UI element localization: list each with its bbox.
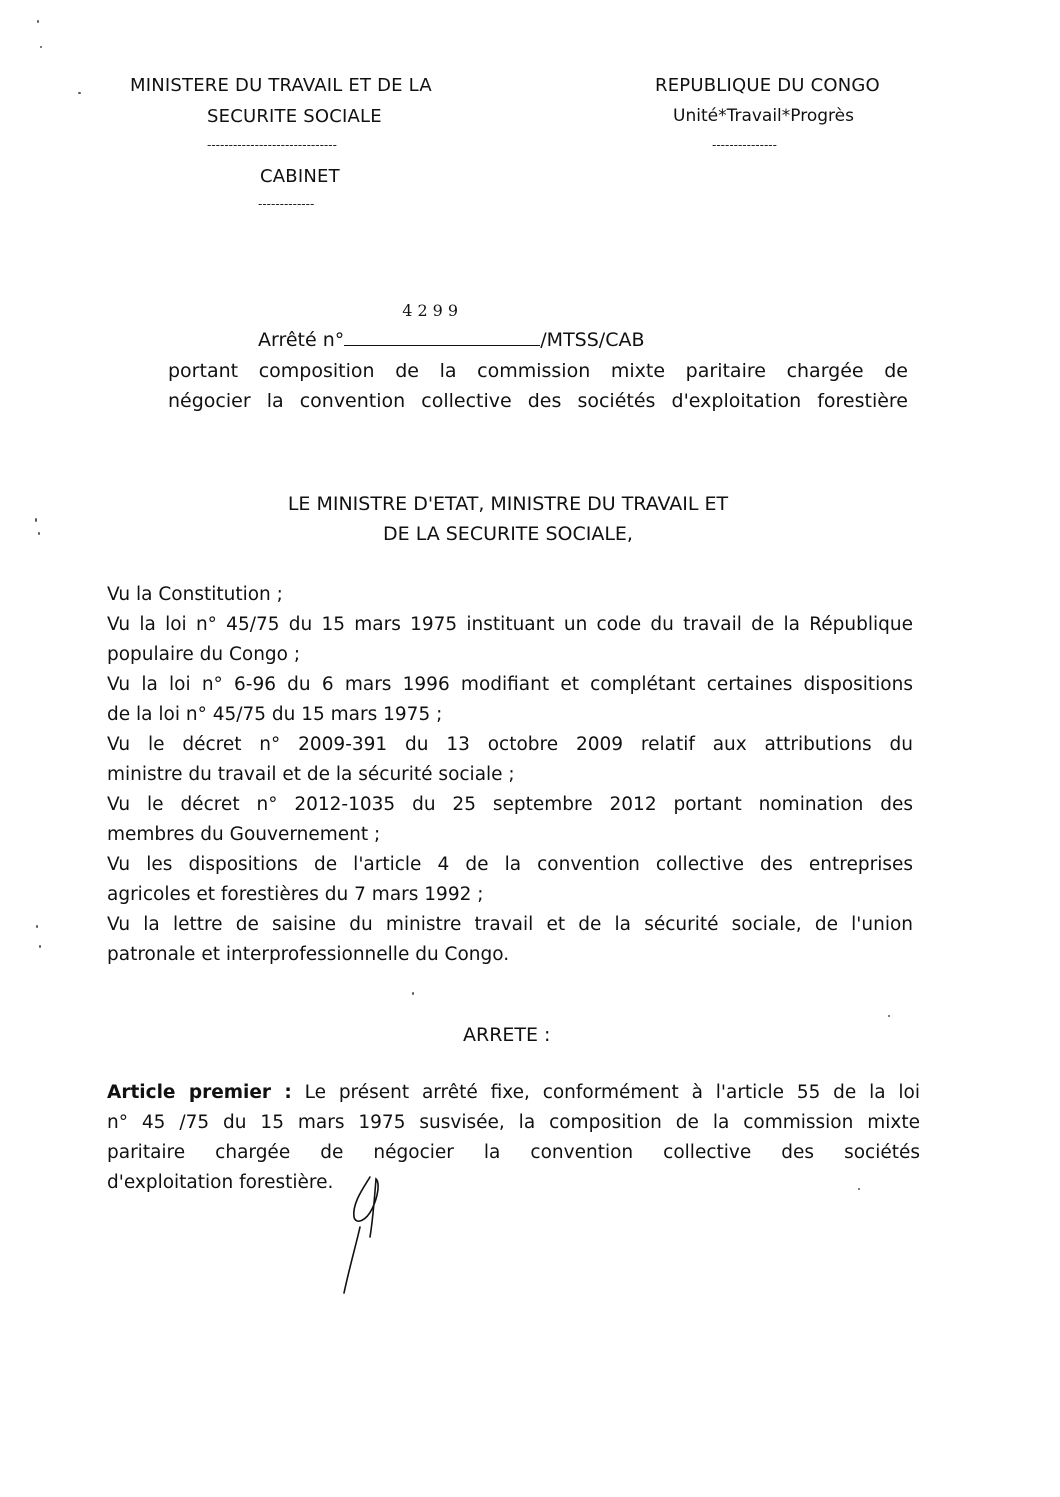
- scan-speck: [40, 46, 42, 48]
- consideration-line: Vu la loi n° 45/75 du 15 mars 1975 instituant un code du travail de la République: [107, 614, 913, 635]
- cabinet-separator: -------------: [258, 197, 315, 211]
- scan-speck: [412, 992, 414, 995]
- decree-prefix: Arrêté n°: [258, 329, 345, 351]
- consideration-line: populaire du Congo ;: [107, 644, 301, 665]
- ministry-separator: ------------------------------: [207, 138, 337, 152]
- decree-subject: [168, 356, 908, 416]
- scan-speck: [78, 92, 81, 94]
- republic-separator: ---------------: [712, 138, 777, 152]
- consideration-line: Vu le décret n° 2009-391 du 13 octobre 2009 relatif aux attributions du: [107, 734, 913, 755]
- consideration-line: agricoles et forestières du 7 mars 1992 ;: [107, 884, 484, 905]
- article-line: paritaire chargée de négocier la convention collective des sociétés: [107, 1142, 920, 1163]
- decree-title: [258, 301, 645, 351]
- consideration-line: Vu le décret n° 2012-1035 du 25 septembre 2012 portant nomination des: [107, 794, 913, 815]
- consideration-line: Vu la Constitution ;: [107, 584, 283, 605]
- cabinet-label: CABINET: [260, 166, 340, 187]
- consideration-line: de la loi n° 45/75 du 15 mars 1975 ;: [107, 704, 443, 725]
- decree-suffix: /MTSS/CAB: [540, 329, 645, 351]
- scan-speck: [36, 925, 38, 928]
- national-motto: Unité*Travail*Progrès: [673, 106, 854, 126]
- article-label: Article premier :: [107, 1082, 292, 1103]
- minister-heading-line: DE LA SECURITE SOCIALE,: [383, 523, 633, 545]
- scan-speck: [888, 1015, 890, 1017]
- considerations-list: [107, 580, 913, 970]
- article-line: [107, 1078, 920, 1108]
- decree-number-line: [344, 301, 540, 346]
- decree-number: 4299: [402, 301, 463, 320]
- minister-heading: [0, 489, 1016, 549]
- scan-speck: [37, 20, 39, 23]
- article-line: n° 45 /75 du 15 mars 1975 susvisée, la composition de la commission mixte: [107, 1112, 920, 1133]
- scan-speck: [38, 532, 40, 535]
- article-premier: [107, 1078, 920, 1198]
- republic-name: REPUBLIQUE DU CONGO: [655, 75, 880, 96]
- ministry-name-line2: SECURITE SOCIALE: [207, 106, 382, 127]
- ministry-name-line1: MINISTERE DU TRAVAIL ET DE LA: [130, 75, 432, 96]
- consideration-line: Vu la lettre de saisine du ministre travail et de la sécurité sociale, de l'union: [107, 914, 913, 935]
- consideration-line: Vu les dispositions de l'article 4 de la convention collective des entreprises: [107, 854, 913, 875]
- scan-speck: [858, 1188, 860, 1190]
- signature-initials: [330, 1165, 400, 1300]
- consideration-line: Vu la loi n° 6-96 du 6 mars 1996 modifiant et complétant certaines dispositions: [107, 674, 913, 695]
- scan-speck: [39, 945, 41, 948]
- article-line-text: Le présent arrêté fixe, conformément à l'article 55 de la loi: [304, 1082, 920, 1103]
- decree-subject-line: portant composition de la commission mixte paritaire chargée de: [168, 360, 908, 382]
- minister-heading-line: LE MINISTRE D'ETAT, MINISTRE DU TRAVAIL ET: [287, 493, 729, 515]
- decree-subject-line: négocier la convention collective des sociétés d'exploitation forestière: [168, 390, 908, 412]
- article-line: d'exploitation forestière.: [107, 1172, 334, 1193]
- consideration-line: ministre du travail et de la sécurité sociale ;: [107, 764, 515, 785]
- consideration-line: membres du Gouvernement ;: [107, 824, 381, 845]
- scan-speck: [35, 518, 37, 522]
- arrete-heading: ARRETE :: [463, 1024, 551, 1046]
- consideration-line: patronale et interprofessionnelle du Congo.: [107, 944, 510, 965]
